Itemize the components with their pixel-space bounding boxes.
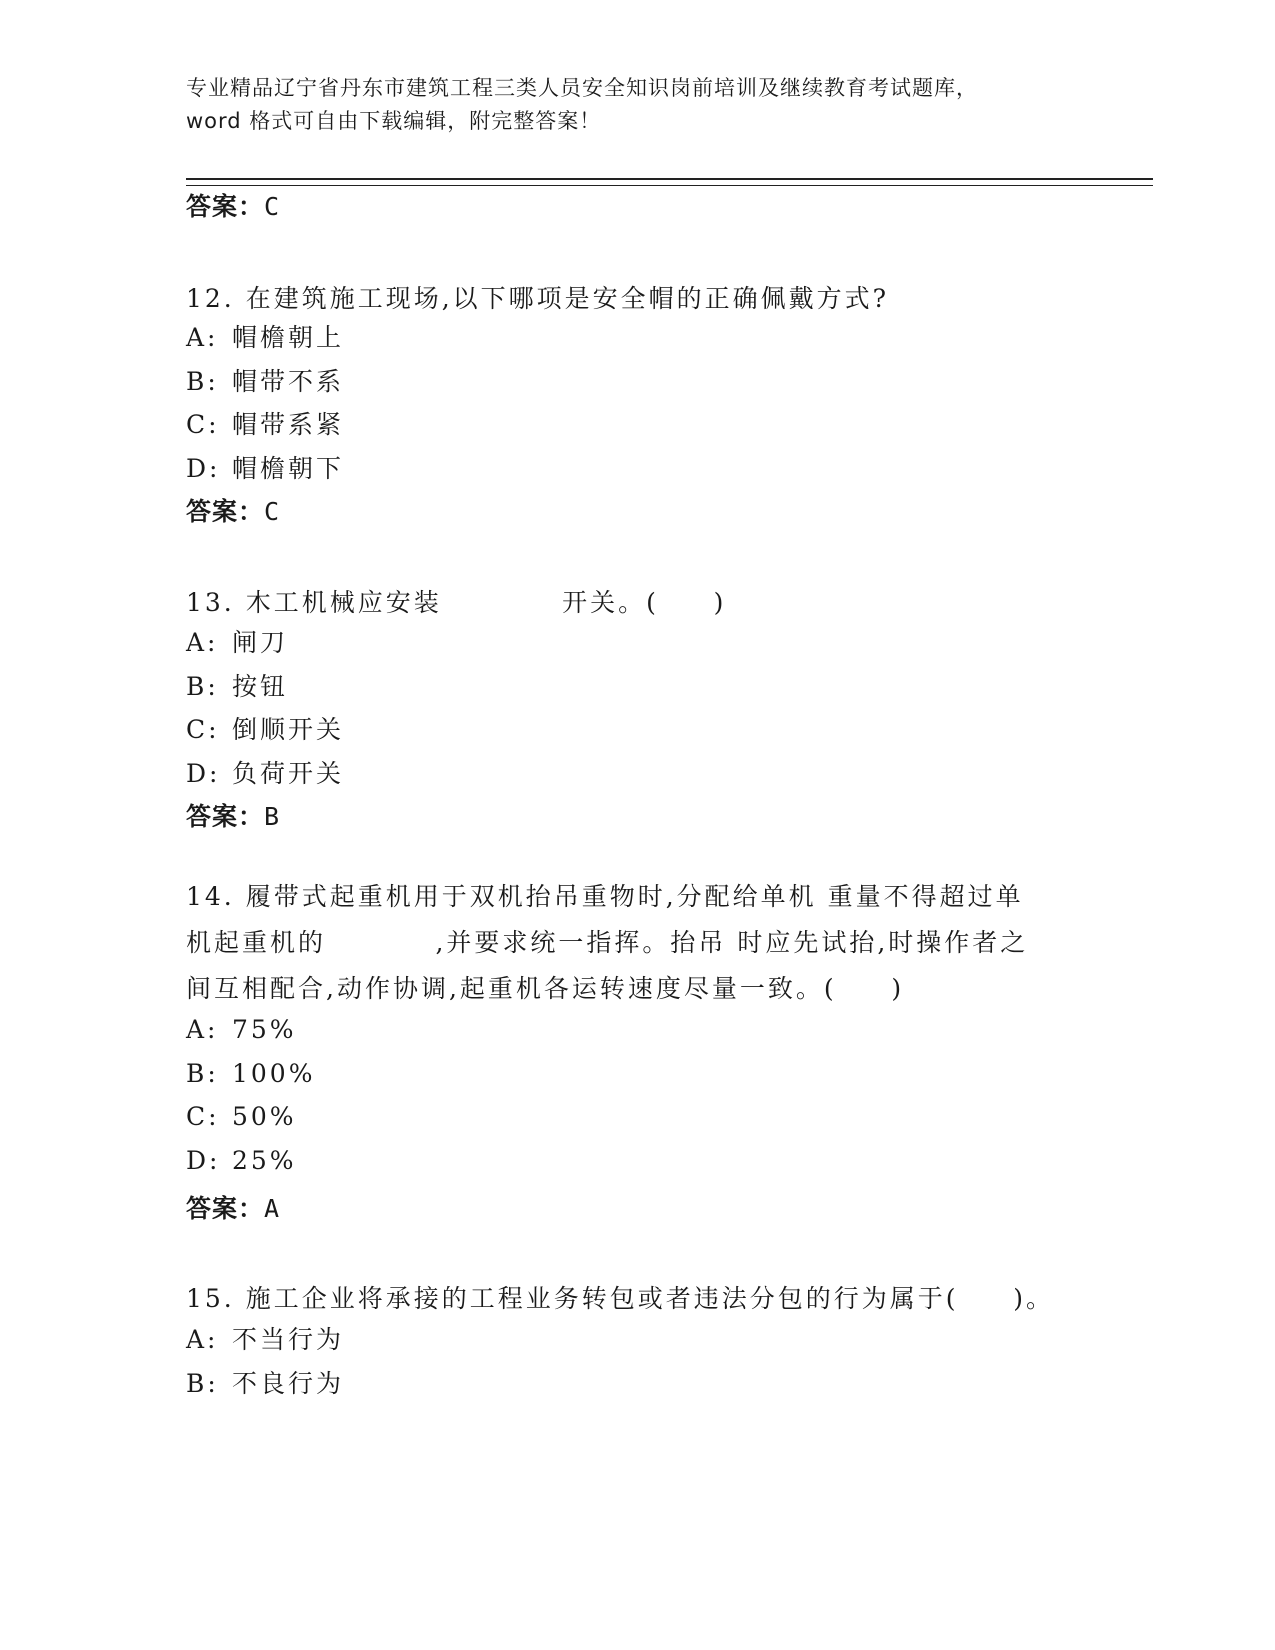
- question-text: 13. 木工机械应安装 开关。( ): [186, 588, 727, 617]
- option-key: B:: [186, 1059, 219, 1088]
- answer-line: [186, 797, 280, 833]
- option-d: [186, 754, 344, 790]
- option-key: C:: [186, 1102, 220, 1131]
- option-key: C:: [186, 410, 220, 439]
- option-key: A:: [186, 628, 219, 657]
- option-text: 帽带系紧: [232, 410, 345, 439]
- option-key: B:: [186, 1369, 219, 1398]
- option-a: [186, 1015, 297, 1044]
- option-key: D:: [186, 759, 221, 788]
- option-text: 帽檐朝下: [232, 454, 345, 483]
- option-text: 帽檐朝上: [232, 323, 345, 352]
- option-key: B:: [186, 367, 219, 396]
- option-a: [186, 318, 344, 354]
- option-key: C:: [186, 715, 220, 744]
- question-12-stem: [186, 276, 1066, 322]
- answer-value: C: [264, 192, 281, 221]
- option-a: [186, 1320, 344, 1356]
- answer-value: B: [264, 802, 281, 831]
- answer-label: 答案：: [186, 497, 265, 526]
- question-15-stem: [186, 1276, 1066, 1322]
- answer-value: A: [264, 1194, 281, 1223]
- answer-line: [186, 1189, 280, 1225]
- option-d: [186, 1146, 297, 1175]
- page-header: [186, 72, 1086, 138]
- header-line-2: word 格式可自由下载编辑，附完整答案！: [186, 109, 602, 133]
- answer-label: 答案：: [186, 1194, 265, 1223]
- option-b: [186, 667, 288, 703]
- option-text: 闸刀: [232, 628, 289, 657]
- option-b: [186, 362, 344, 398]
- option-b: [186, 1364, 344, 1400]
- option-key: A:: [186, 1015, 219, 1044]
- option-text: 不良行为: [232, 1369, 345, 1398]
- option-key: D:: [186, 1146, 221, 1175]
- option-text: 按钮: [232, 672, 289, 701]
- option-a: [186, 623, 288, 659]
- option-text: 负荷开关: [232, 759, 345, 788]
- option-text: 75%: [232, 1015, 297, 1044]
- option-c: [186, 710, 344, 746]
- answer-line: [186, 187, 280, 223]
- question-14-stem: [186, 874, 1066, 1012]
- option-text: 25%: [232, 1146, 297, 1175]
- answer-label: 答案：: [186, 802, 265, 831]
- question-text-line: 机起重机的 ,并要求统一指挥。抬吊 时应先试抬,时操作者之: [186, 928, 1029, 957]
- answer-label: 答案：: [186, 192, 265, 221]
- question-text: 12. 在建筑施工现场,以下哪项是安全帽的正确佩戴方式?: [186, 284, 890, 313]
- option-text: 100%: [232, 1059, 316, 1088]
- option-key: B:: [186, 672, 219, 701]
- option-text: 帽带不系: [232, 367, 345, 396]
- header-divider: [186, 178, 1153, 186]
- question-text: 15. 施工企业将承接的工程业务转包或者违法分包的行为属于( )。: [186, 1284, 1054, 1313]
- option-c: [186, 405, 344, 441]
- option-text: 不当行为: [232, 1325, 345, 1354]
- question-13-stem: [186, 580, 1066, 626]
- option-c: [186, 1102, 297, 1131]
- answer-line: [186, 492, 280, 528]
- answer-value: C: [264, 497, 281, 526]
- question-text-line: 间互相配合,动作协调,起重机各运转速度尽量一致。( ): [186, 974, 905, 1003]
- option-b: [186, 1059, 315, 1088]
- option-text: 50%: [232, 1102, 297, 1131]
- header-line-1: 专业精品辽宁省丹东市建筑工程三类人员安全知识岗前培训及继续教育考试题库，: [186, 76, 978, 100]
- option-key: D:: [186, 454, 221, 483]
- option-key: A:: [186, 323, 219, 352]
- option-d: [186, 449, 344, 485]
- question-text-line: 14. 履带式起重机用于双机抬吊重物时,分配给单机 重量不得超过单: [186, 882, 1024, 911]
- option-key: A:: [186, 1325, 219, 1354]
- option-text: 倒顺开关: [232, 715, 345, 744]
